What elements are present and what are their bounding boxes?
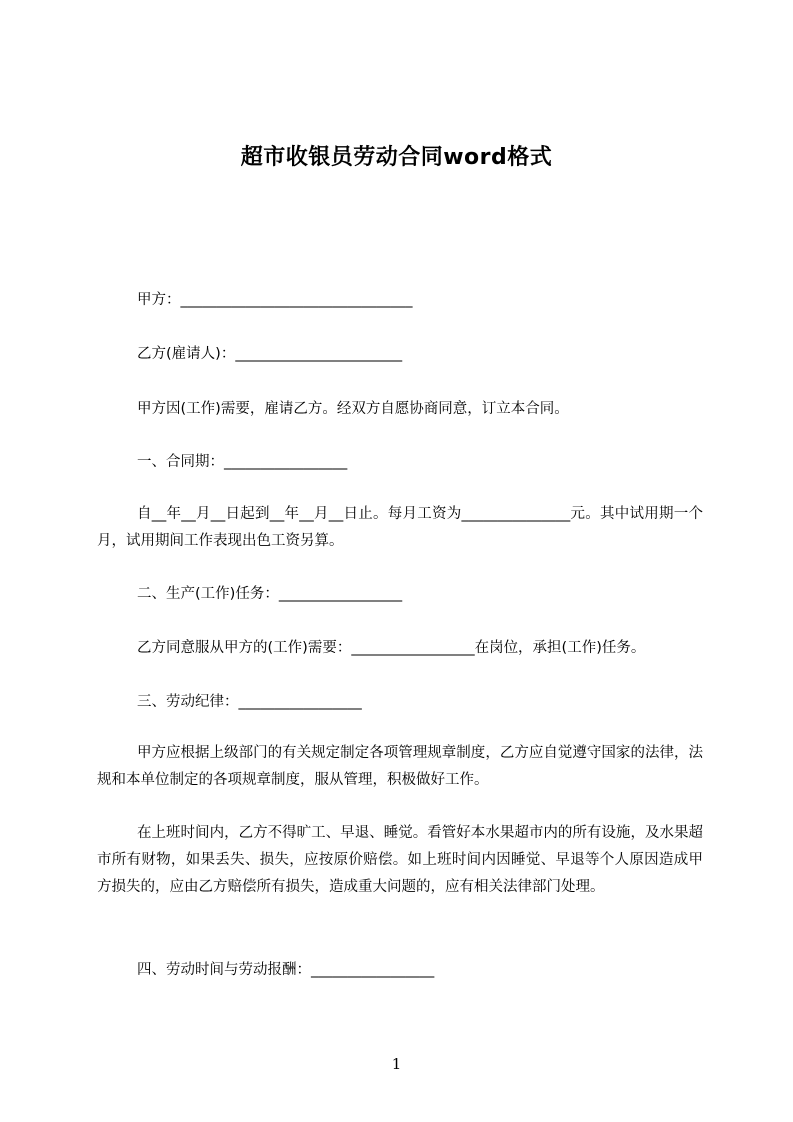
page-number: 1 [391, 1055, 402, 1073]
party-a-line: 甲方：________________________________ [137, 292, 413, 308]
section-3-body-2: 在上班时间内，乙方不得旷工、早退、睡觉。看管好本水果超市内的所有设施，及水果超市所有财物，如果丢失、损失，应按原价赔偿。如上班时间内因睡觉、早退等个人原因造成甲方损失的，应由乙方赔偿所有损失，造成重大问题的，应有相关法律部门处理。 [97, 825, 703, 895]
document-title: 超市收银员劳动合同word格式 [240, 145, 553, 170]
section-4-heading: 四、劳动时间与劳动报酬：_________________ [137, 962, 435, 978]
party-b-line: 乙方(雇请人)：_______________________ [137, 346, 403, 362]
section-1-body: 自__年__月__日起到__年__月__日止。每月工资为_______________元。其中试用期一个月，试用期间工作表现出色工资另算。 [97, 506, 703, 549]
section-1-heading: 一、合同期：_________________ [137, 454, 348, 470]
section-3-heading: 三、劳动纪律：_________________ [137, 694, 362, 710]
section-2-body: 乙方同意服从甲方的(工作)需要：_________________在岗位，承担(工作)任务。 [137, 640, 646, 656]
section-2-heading: 二、生产(工作)任务：_________________ [137, 586, 403, 602]
intro-paragraph: 甲方因(工作)需要，雇请乙方。经双方自愿协商同意，订立本合同。 [137, 401, 569, 417]
section-3-body-1: 甲方应根据上级部门的有关规定制定各项管理规章制度，乙方应自觉遵守国家的法律，法规和本单位制定的各项规章制度，服从管理，积极做好工作。 [97, 745, 703, 788]
